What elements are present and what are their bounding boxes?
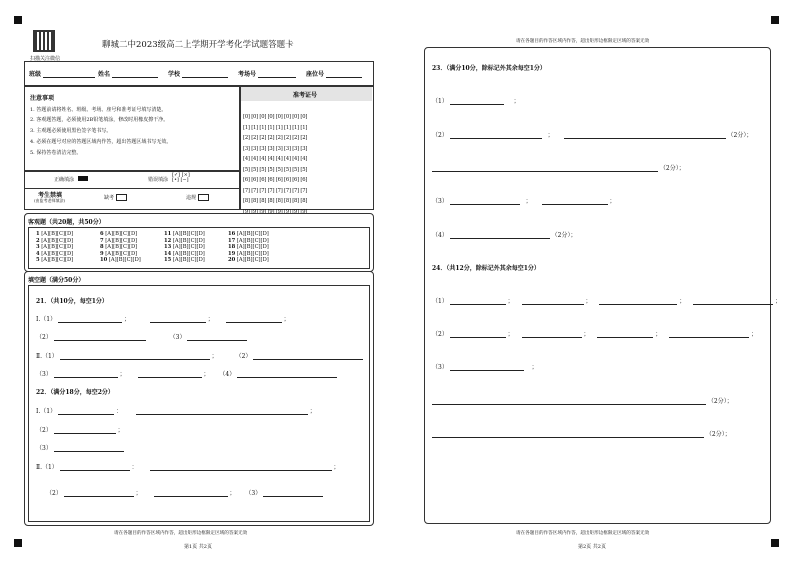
cheat-option[interactable]: 违规	[186, 194, 209, 201]
q24-line3[interactable]: （3） ；	[432, 361, 538, 371]
ticket-row-6: [6] [6] [6] [6] [6] [6] [6] [6]	[243, 177, 308, 183]
page2-answer-box	[424, 47, 771, 524]
fill-correct-swatch	[78, 176, 88, 181]
fill-correct-label: 正确填涂	[54, 177, 75, 183]
notes-item: 2. 客观题答题，必须使用2B铅笔填涂，修改时用橡皮擦干净。	[30, 117, 169, 123]
page1-number: 第1页 共2页	[184, 544, 212, 550]
registration-mark	[14, 539, 22, 547]
q24-line1[interactable]: （1） ； ； ； ；	[432, 295, 781, 305]
field-class[interactable]: 班级	[29, 68, 95, 78]
field-seat[interactable]: 座位号	[306, 68, 362, 78]
absent-sublabel: (由监考老师填涂)	[34, 198, 66, 203]
field-school[interactable]: 学校	[168, 68, 228, 78]
qr-code-icon	[33, 30, 55, 52]
q24-line2[interactable]: （2） ； ； ； ；	[432, 328, 757, 338]
page-title: 聊城二中2023级高二上学期开学考化学试题答题卡	[102, 40, 294, 50]
ticket-row-9: [9] [9] [9] [9] [9] [9] [9] [9]	[243, 208, 308, 215]
q23-line1[interactable]: （1） ；	[432, 95, 520, 105]
page2-number: 第2页 共2页	[578, 544, 606, 550]
q21-line1[interactable]: Ⅰ.（1） ； ； ；	[36, 313, 290, 323]
mcq-heading: 客观题（共20题，共50分）	[28, 219, 105, 226]
field-room[interactable]: 考场号	[238, 68, 296, 78]
q24-line4[interactable]: （2分）；	[432, 395, 733, 405]
q23-line3[interactable]: （3） ； ；	[432, 195, 616, 205]
notes-item: 5. 保持答卷清洁完整。	[30, 150, 82, 156]
q21-title: 21．（共10分，每空1分）	[36, 298, 108, 305]
ticket-heading: 准考证号	[293, 92, 318, 99]
ticket-row-8: [8] [8] [8] [8] [8] [8] [8] [8]	[243, 198, 308, 204]
registration-mark	[771, 539, 779, 547]
q23-line2[interactable]: （2） ； （2分）；	[432, 129, 752, 139]
ticket-row-2: [2] [2] [2] [2] [2] [2] [2] [2]	[243, 135, 308, 141]
ticket-row-3: [3] [3] [3] [3] [3] [3] [3] [3]	[243, 145, 308, 152]
ticket-row-0: [0] [0] [0] [0] [0] [0] [0] [0]	[243, 114, 308, 120]
q23-line4[interactable]: （4） （2分）；	[432, 229, 577, 239]
q22-line1[interactable]: Ⅰ.（1） ： ；	[36, 405, 316, 415]
ticket-row-7: [7] [7] [7] [7] [7] [7] [7] [7]	[243, 187, 308, 194]
notes-item: 1. 答题前请将姓名、班级、考场、座号和准考证号填写清楚。	[30, 107, 167, 113]
field-name[interactable]: 姓名	[98, 68, 158, 78]
notes-item: 3. 主观题必须使用黑色签字笔书写。	[30, 128, 112, 134]
ticket-row-5: [5] [5] [5] [5] [5] [5] [5] [5]	[243, 166, 308, 173]
ticket-row-1: [1] [1] [1] [1] [1] [1] [1] [1]	[243, 124, 308, 131]
q22-line3[interactable]: （3）	[36, 442, 124, 452]
fill-wrong-swatches: [✓] [×] [•] [−]	[172, 172, 190, 183]
q22-line4[interactable]: Ⅱ.（1） ： ；	[36, 461, 339, 471]
fill-heading: 填空题（满分50分）	[28, 277, 85, 284]
ticket-grid[interactable]	[243, 112, 371, 215]
ticket-row-4: [4] [4] [4] [4] [4] [4] [4] [4]	[243, 156, 308, 162]
q21-line4[interactable]: （3） ； ； （4）	[36, 368, 337, 378]
q21-line3[interactable]: Ⅱ.（1） ； （2）	[36, 350, 363, 360]
absent-option[interactable]: 缺考	[104, 194, 127, 201]
registration-mark	[14, 16, 22, 24]
registration-mark	[771, 16, 779, 24]
page2-footer-note: 请在各题目的作答区域内作答，超出矩形边框限定区域的答案无效	[516, 531, 650, 536]
q24-title: 24．（共12分，除标记外其余每空1分）	[432, 265, 540, 272]
q22-line5[interactable]: （2） ； ； （3）	[36, 487, 323, 497]
q22-line2[interactable]: （2） ；	[36, 424, 124, 434]
q23-title: 23．（满分10分，除标记外其余每空1分）	[432, 65, 546, 72]
page2-header-note: 请在各题目的作答区域内作答，超出矩形边框限定区域的答案无效	[516, 39, 650, 44]
q22-title: 22．（满分18分，每空2分）	[36, 389, 114, 396]
notes-item: 4. 必须在题号对应的答题区域内作答，超出答题区域书写无效。	[30, 139, 172, 145]
mcq-grid[interactable]: 1 [A][B][C][D] 2 [A][B][C][D] 3 [A][B][C][D] 4 [A][B][C][D] 5 [A][B][C][D] 6 [A][B][C][D] 7 [A][B][C][D] 8 [A][B][C][D] 9 [A][B][C][D] 10 [A][B][C][D] 11 [A][B][C][D] 12 [A][B][C][D] 13 [A][B][C][D] 14 [A][B][C][D] 15 [A][B][C][D] 16 [A][B][C][D] 17 [A][B][C][D] 18 [A][B][C][D] 19 [A][B][C][D] 20 [A][B][C][D]	[36, 231, 269, 264]
fill-wrong-label: 错误填涂	[148, 177, 169, 183]
notes-heading: 注意事项	[30, 95, 55, 102]
q24-line5[interactable]: （2分）；	[432, 428, 731, 438]
page1-footer-note: 请在各题目的作答区域内作答，超出矩形边框限定区域的答案无效	[114, 531, 248, 536]
q21-line2[interactable]: （2） （3）	[36, 331, 247, 341]
absent-label: 考生禁填	[38, 192, 63, 199]
q23-line2b[interactable]: （2分）；	[432, 162, 685, 172]
scan-label: 扫描关注微信	[30, 56, 61, 62]
